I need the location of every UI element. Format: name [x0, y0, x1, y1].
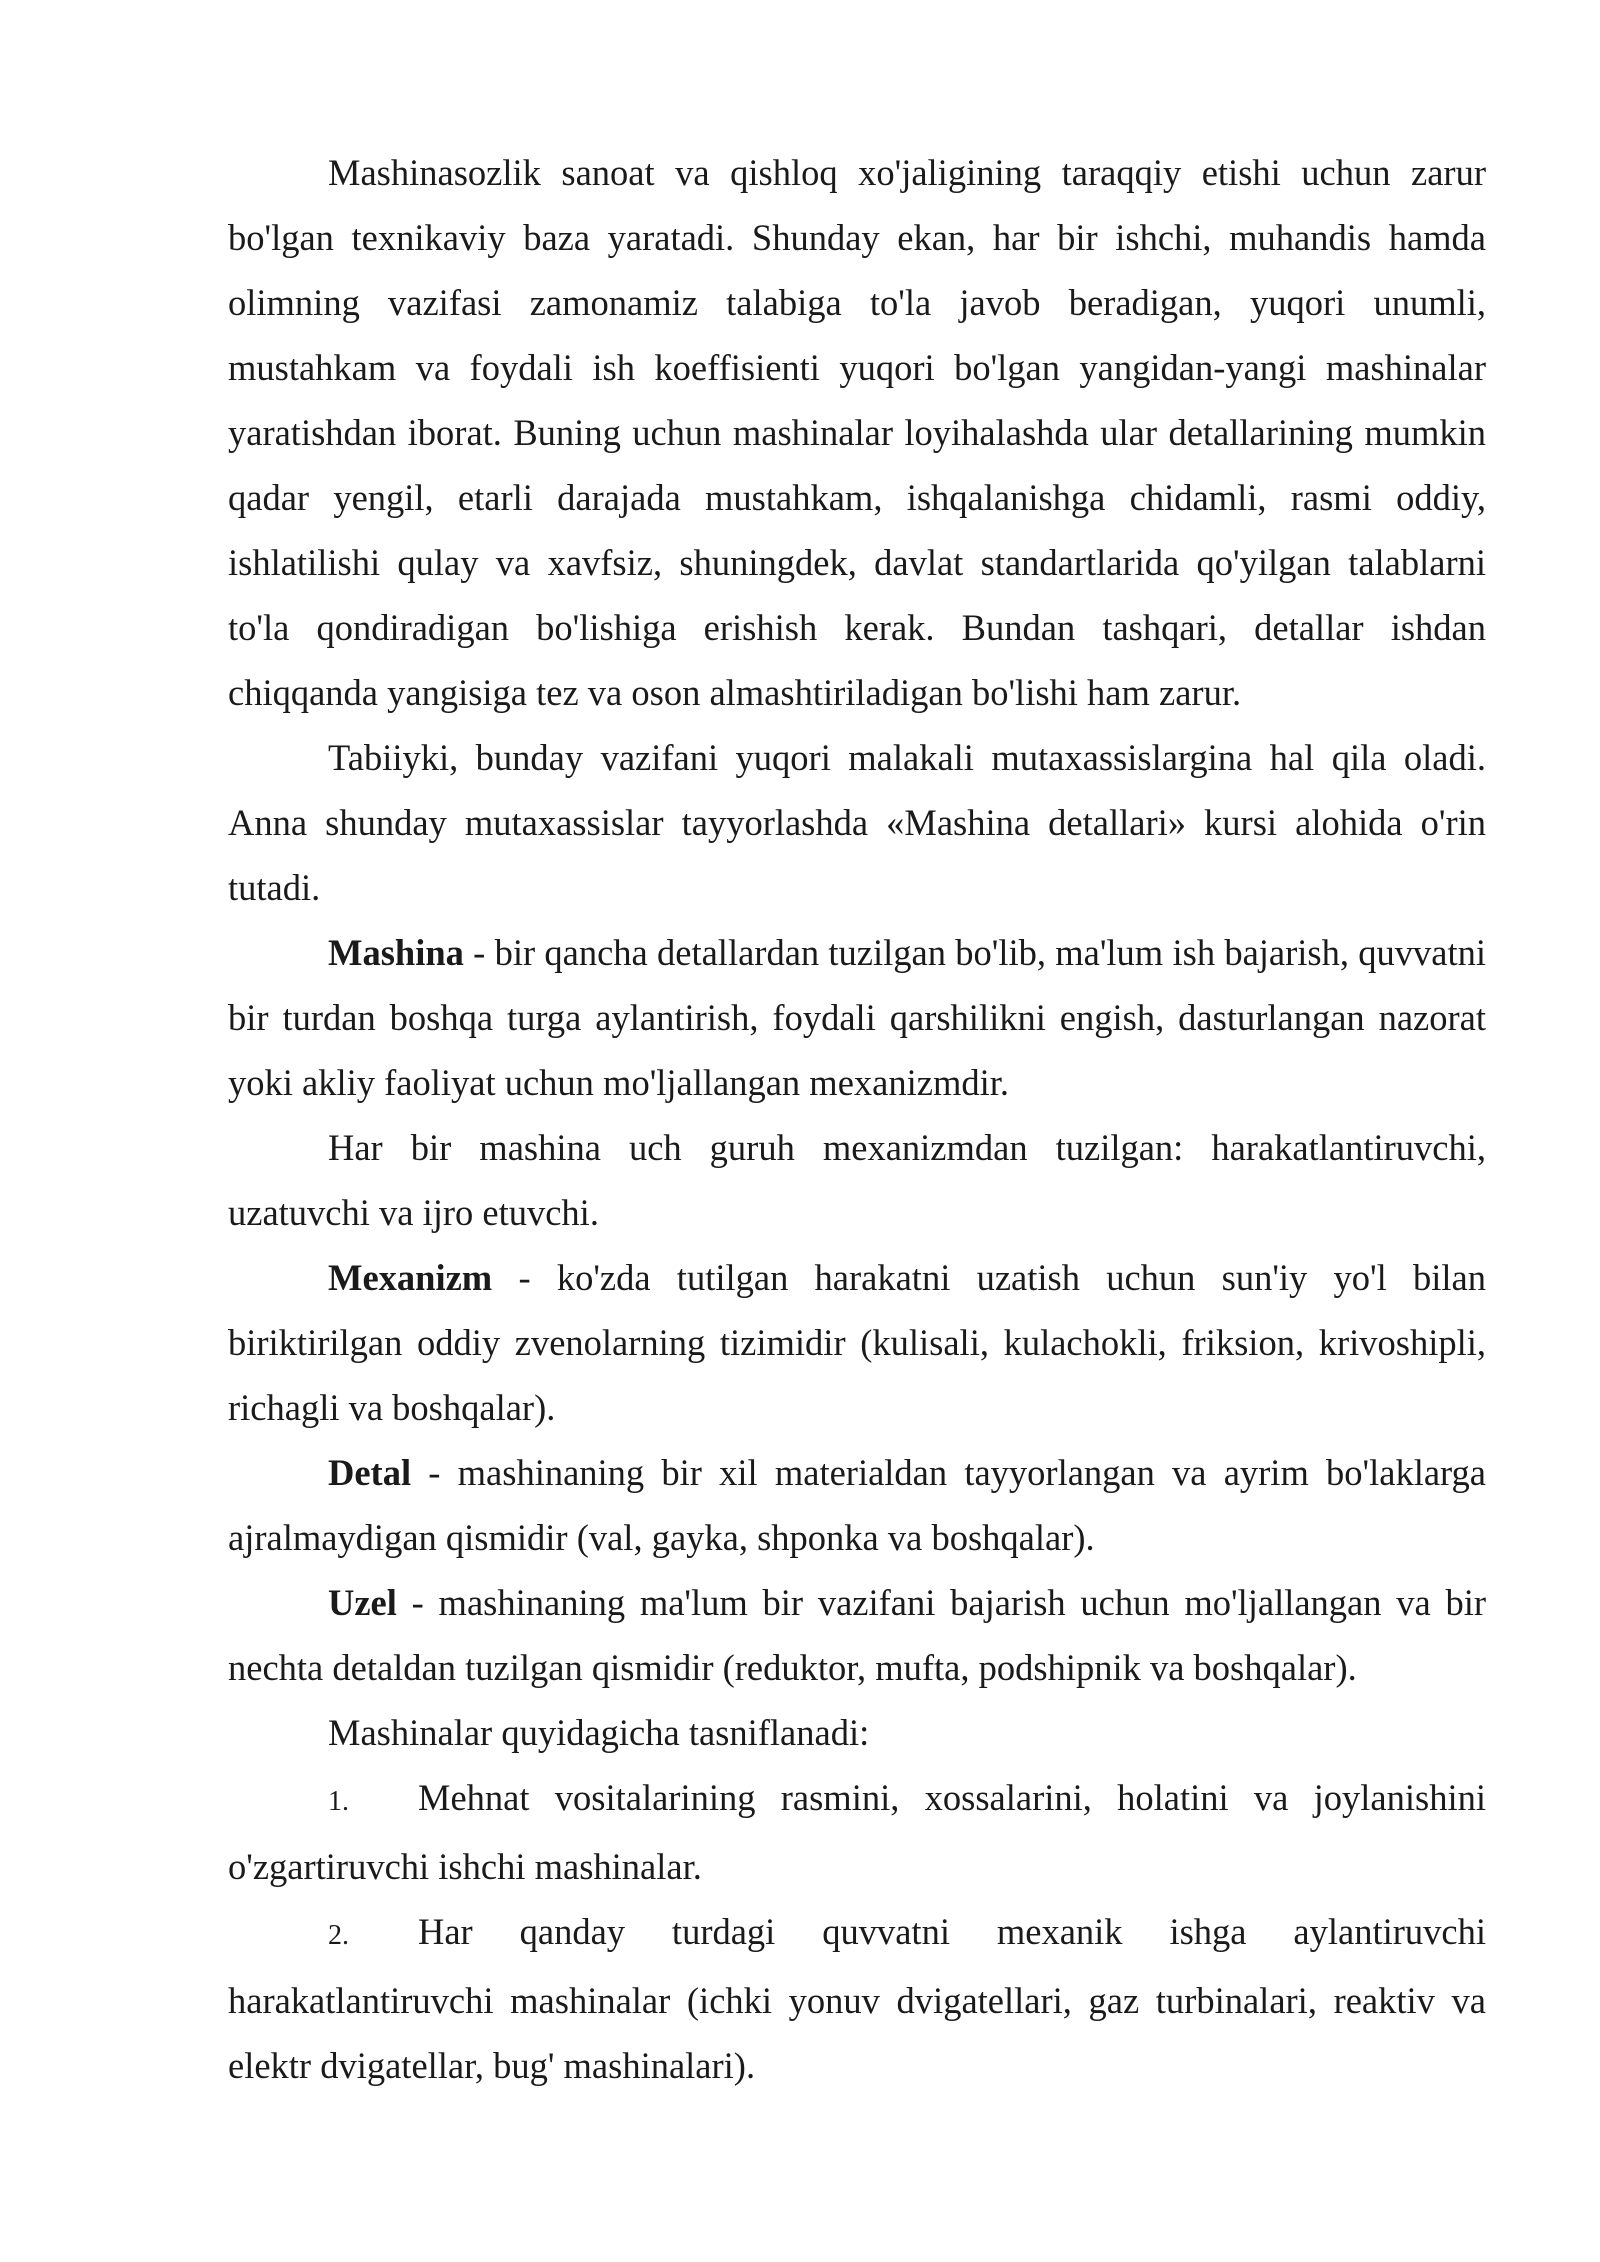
definition-mashina-text: - bir qancha detallardan tuzilgan bo'lib, ma'lum ish bajarish, quvvatni bir turdan boshqa turga aylantirish, foydali qarshilikni engish, dasturlangan nazorat yoki akliy faoliyat uchun mo'ljallangan mexanizmdir. [228, 932, 1486, 1103]
list-item [228, 1765, 1486, 1899]
definition-uzel-text: - mashinaning ma'lum bir vazifani bajarish uchun mo'ljallangan va bir nechta detaldan tuzilgan qismidir (reduktor, mufta, podshipnik va boshqalar). [228, 1582, 1486, 1688]
list-item-text: Mehnat vositalarining rasmini, xossalarini, holatini va joylanishini o'zgartiruvchi ishchi mashinalar. [228, 1777, 1486, 1887]
list-item-text: Har qanday turdagi quvvatni mexanik ishga aylantiruvchi harakatlantiruvchi mashinalar (ichki yonuv dvigatellari, gaz turbinalari, reaktiv va elektr dvigatellar, bug' mashinalari). [228, 1911, 1486, 2086]
definition-detal-text: - mashinaning bir xil materialdan tayyorlangan va ayrim bo'laklarga ajralmaydigan qismidir (val, gayka, shponka va boshqalar). [228, 1452, 1486, 1558]
term-uzel: Uzel [328, 1582, 397, 1623]
definition-detal [228, 1440, 1486, 1570]
term-detal: Detal [328, 1452, 412, 1493]
list-item-number: 1. [328, 1786, 349, 1817]
paragraph-specialists: Tabiiyki, bunday vazifani yuqori malakali mutaxassislargina hal qila oladi. Anna shunday mutaxassislar tayyorlashda «Mashina detallari» kursi alohida o'rin tutadi. [228, 737, 1486, 908]
list-item-number: 2. [328, 1920, 349, 1951]
definition-mexanizm [228, 1245, 1486, 1440]
paragraph-mechanism-groups: Har bir mashina uch guruh mexanizmdan tuzilgan: harakatlantiruvchi, uzatuvchi va ijro etuvchi. [228, 1127, 1486, 1233]
definition-uzel [228, 1570, 1486, 1700]
paragraph-intro: Mashinasozlik sanoat va qishloq xo'jaligining taraqqiy etishi uchun zarur bo'lgan texnikaviy baza yaratadi. Shunday ekan, har bir ishchi, muhandis hamda olimning vazifasi zamonamiz talabiga to'la javob beradigan, yuqori unumli, mustahkam va foydali ish koeffisienti yuqori bo'lgan yangidan-yangi mashinalar yaratishdan iborat. Buning uchun mashinalar loyihalashda ular detallarining mumkin qadar yengil, etarli darajada mustahkam, ishqalanishga chidamli, rasmi oddiy, ishlatilishi qulay va xavfsiz, shuningdek, davlat standartlarida qo'yilgan talablarni to'la qondiradigan bo'lishiga erishish kerak. Bundan tashqari, detallar ishdan chiqqanda yangisiga tez va oson almashtiriladigan bo'lishi ham zarur. [228, 152, 1486, 713]
definition-mashina [228, 920, 1486, 1115]
document-page [228, 140, 1486, 2098]
term-mashina: Mashina [328, 932, 464, 973]
paragraph-classification: Mashinalar quyidagicha tasniflanadi: [328, 1712, 870, 1753]
definition-mexanizm-text: - ko'zda tutilgan harakatni uzatish uchun sun'iy yo'l bilan biriktirilgan oddiy zvenolarning tizimidir (kulisali, kulachokli, friksion, krivoshipli, richagli va boshqalar). [228, 1257, 1486, 1428]
term-mexanizm: Mexanizm [328, 1257, 493, 1298]
list-item [228, 1899, 1486, 2098]
